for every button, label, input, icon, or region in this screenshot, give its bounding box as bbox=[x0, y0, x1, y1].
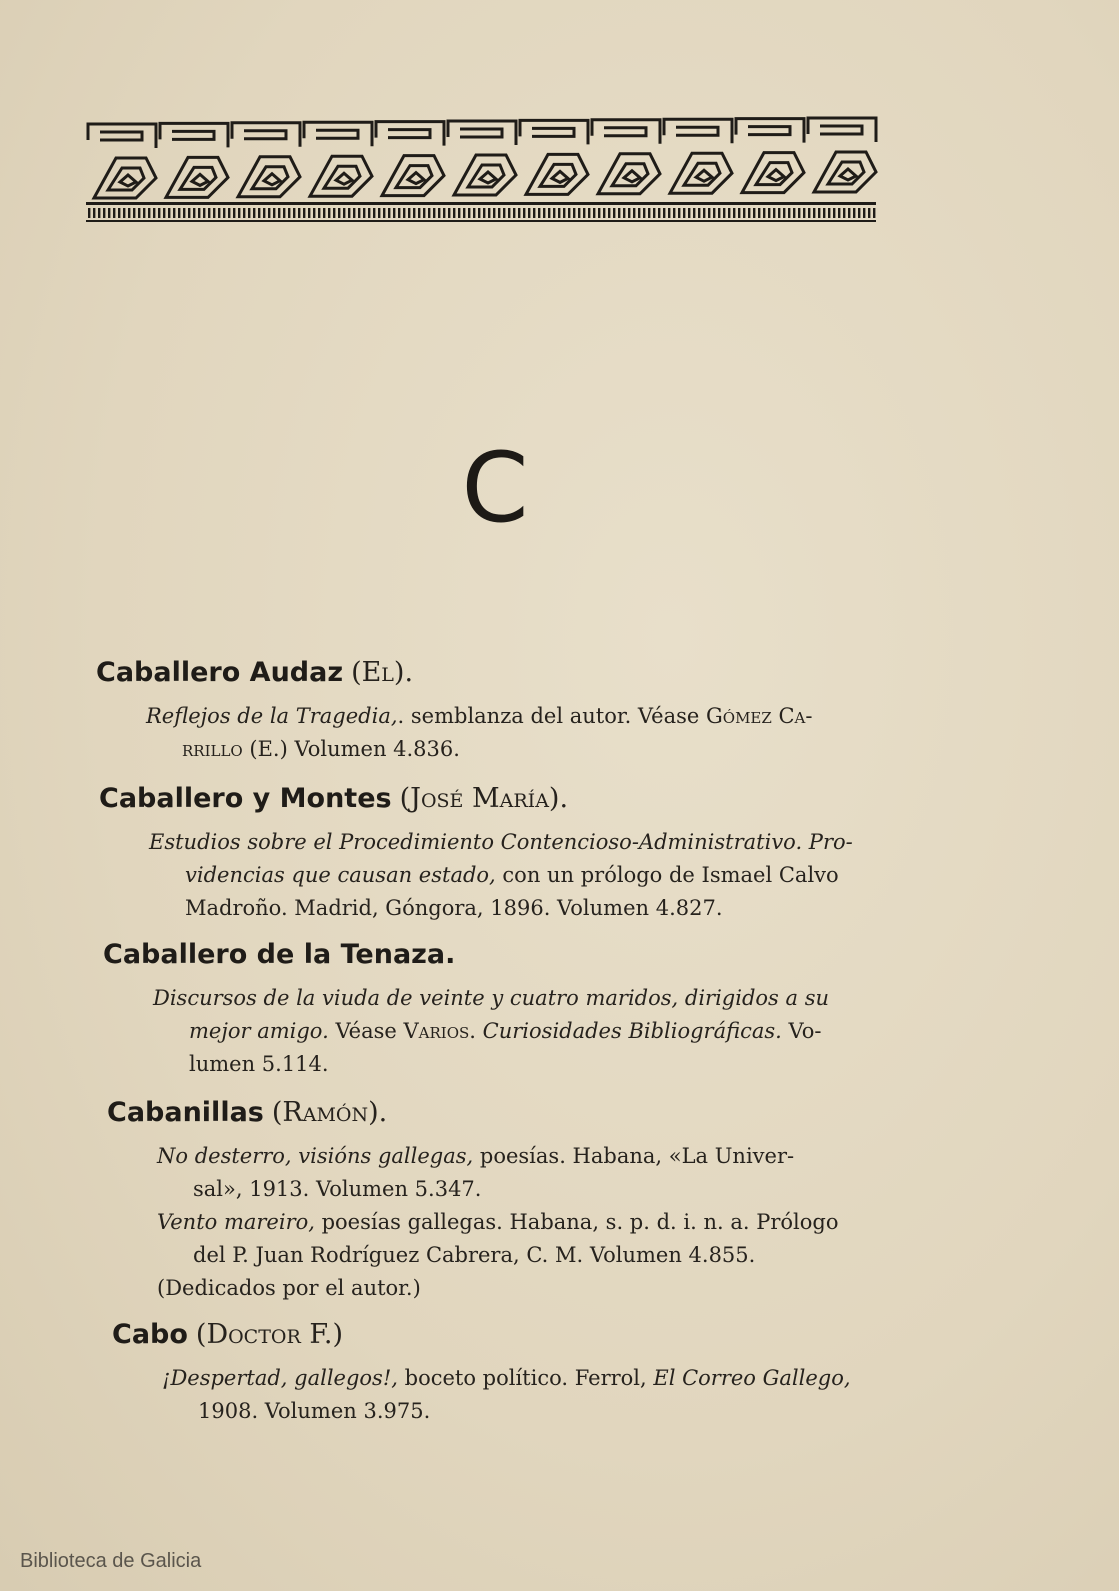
entry-heading bbox=[99, 782, 919, 816]
catalog-entry bbox=[99, 782, 919, 925]
catalog-entry bbox=[103, 938, 923, 1081]
library-credit: Biblioteca de Galicia bbox=[20, 1550, 202, 1572]
entry-text bbox=[476, 1019, 483, 1043]
section-letter: C bbox=[461, 432, 529, 544]
entry-heading bbox=[112, 1318, 932, 1352]
author-name: Caballero de la Tenaza. bbox=[103, 939, 456, 970]
author-name: Caballero Audaz bbox=[96, 657, 344, 688]
entry-heading bbox=[107, 1096, 927, 1130]
ornament-border-icon bbox=[86, 114, 890, 232]
entry-text: (Dedicados por el autor.) bbox=[157, 1276, 421, 1300]
author-given-name: (Ramón). bbox=[271, 1097, 388, 1128]
entry-text: rrillo bbox=[182, 737, 243, 761]
title-text: Reflejos de la Tragedia, bbox=[146, 704, 398, 728]
entry-text: boceto político. Ferrol, bbox=[397, 1366, 654, 1390]
entry-line bbox=[107, 1272, 927, 1305]
author-given-name: (El). bbox=[351, 657, 414, 688]
entry-text: con un prólogo de Ismael Calvo bbox=[495, 863, 839, 887]
title-text: Vento mareiro, bbox=[157, 1210, 315, 1234]
entry-text: del P. Juan Rodríguez Cabrera, C. M. Volumen 4.855. bbox=[193, 1243, 756, 1267]
title-text: mejor amigo. bbox=[189, 1019, 329, 1043]
author-given-name: (Doctor F.) bbox=[195, 1319, 343, 1350]
entry-line bbox=[96, 700, 916, 733]
author-name: Caballero y Montes bbox=[99, 783, 392, 814]
author-name: Cabanillas bbox=[107, 1097, 264, 1128]
title-text: Curiosidades Bibliográficas. bbox=[482, 1019, 782, 1043]
entry-line bbox=[99, 826, 919, 859]
entry-line bbox=[112, 1395, 932, 1428]
entry-text: poesías. Habana, «La Univer- bbox=[473, 1144, 795, 1168]
title-text: El Correo Gallego, bbox=[653, 1366, 851, 1390]
entry-line bbox=[107, 1173, 927, 1206]
title-text: Discursos de la viuda de veinte y cuatro maridos, dirigidos a su bbox=[153, 986, 829, 1010]
entry-text: 1908. Volumen 3.975. bbox=[198, 1399, 431, 1423]
entry-text: Gómez Ca- bbox=[706, 704, 813, 728]
entry-text: . semblanza del autor. Véase bbox=[397, 704, 706, 728]
entry-text: (E.) Volumen 4.836. bbox=[242, 737, 460, 761]
entry-text: lumen 5.114. bbox=[189, 1052, 329, 1076]
title-text: No desterro, visións gallegas, bbox=[157, 1144, 474, 1168]
entry-heading bbox=[103, 938, 923, 972]
entry-text: sal», 1913. Volumen 5.347. bbox=[193, 1177, 482, 1201]
catalog-entry bbox=[96, 656, 916, 766]
entry-text: Vo- bbox=[781, 1019, 822, 1043]
entry-heading bbox=[96, 656, 916, 690]
entry-line bbox=[112, 1362, 932, 1395]
entry-line bbox=[103, 1015, 923, 1048]
catalog-entry bbox=[112, 1318, 932, 1428]
entry-line bbox=[103, 982, 923, 1015]
catalog-entry bbox=[107, 1096, 927, 1305]
entry-text: Varios. bbox=[403, 1019, 476, 1043]
entry-text: Véase bbox=[328, 1019, 404, 1043]
title-text: ¡Despertad, gallegos!, bbox=[162, 1366, 398, 1390]
author-given-name: (José María). bbox=[399, 783, 569, 814]
entry-line bbox=[99, 892, 919, 925]
entry-line bbox=[99, 859, 919, 892]
entry-line bbox=[103, 1048, 923, 1081]
title-text: Estudios sobre el Procedimiento Contencioso-Administrativo. Pro- bbox=[149, 830, 853, 854]
entry-line bbox=[107, 1206, 927, 1239]
author-name: Cabo bbox=[112, 1319, 188, 1350]
entry-line bbox=[107, 1140, 927, 1173]
entry-text: Madroño. Madrid, Góngora, 1896. Volumen 4.827. bbox=[185, 896, 723, 920]
entry-line bbox=[107, 1239, 927, 1272]
title-text: videncias que causan estado, bbox=[185, 863, 496, 887]
entry-line bbox=[96, 733, 916, 766]
entry-text: poesías gallegas. Habana, s. p. d. i. n. a. Prólogo bbox=[314, 1210, 839, 1234]
